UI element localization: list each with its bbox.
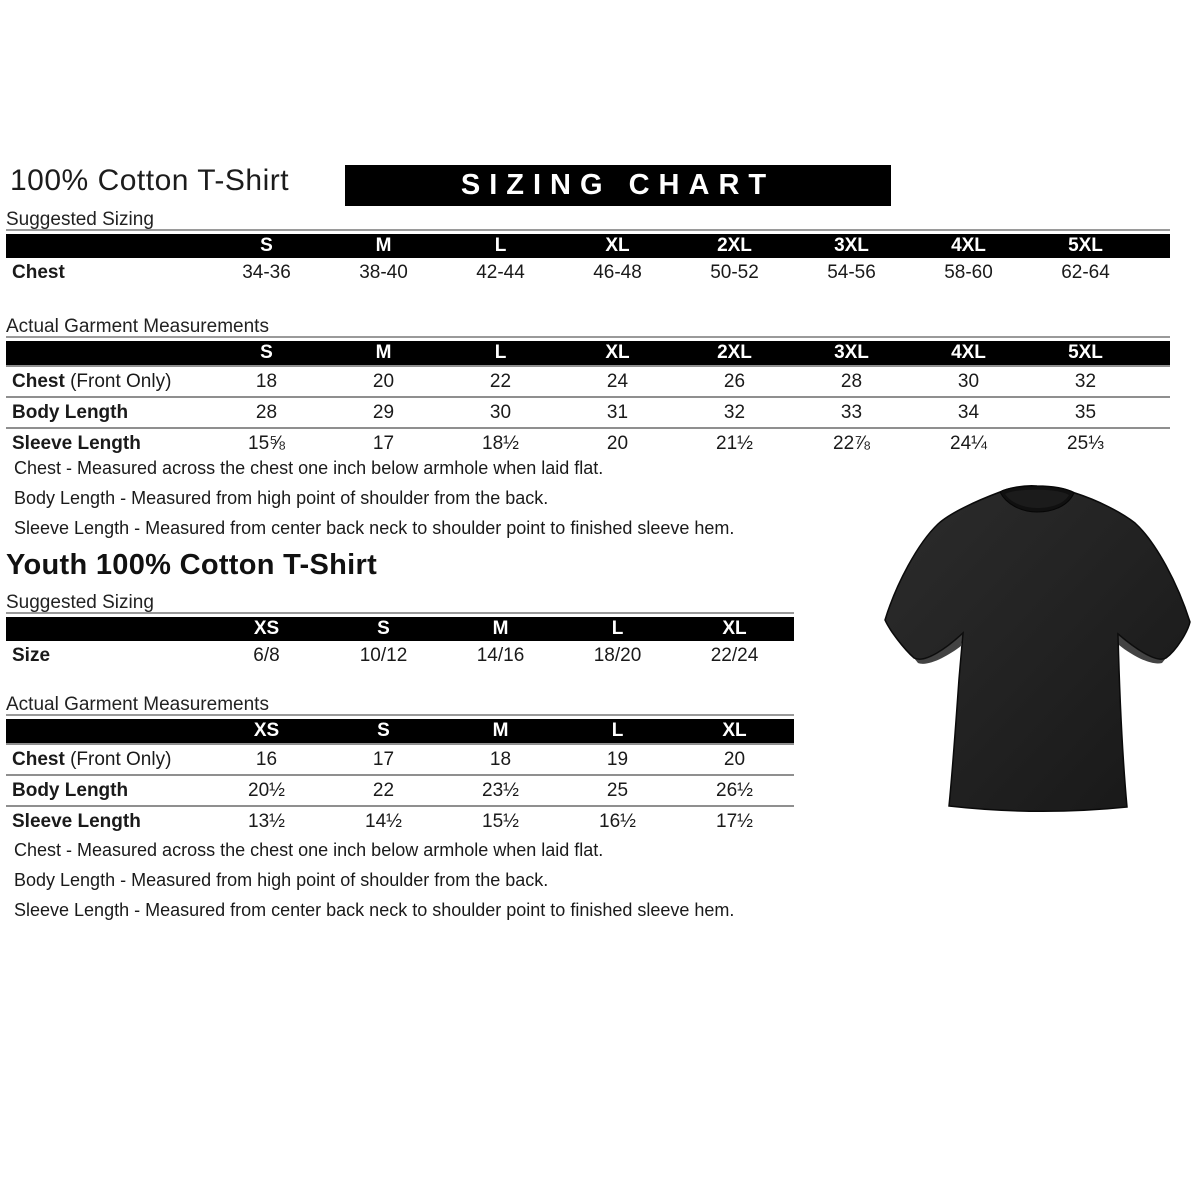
column-header-m: M <box>375 235 392 256</box>
table-row <box>6 258 1170 287</box>
column-header-l: L <box>494 235 507 256</box>
row-label: Chest (Front Only) <box>12 748 172 770</box>
cell-value: 14½ <box>365 810 402 832</box>
actual-measurements-label: Actual Garment Measurements <box>6 316 269 337</box>
cell-value: 21½ <box>716 432 753 454</box>
cell-value: 25⅓ <box>1067 432 1104 454</box>
cell-value: 10/12 <box>359 644 408 666</box>
column-header-xl: XL <box>605 342 630 363</box>
table-row <box>6 365 1170 396</box>
cell-value: 17½ <box>716 810 753 832</box>
table-row <box>6 774 794 805</box>
column-header-m: M <box>375 342 392 363</box>
column-header-s: S <box>260 235 273 256</box>
cell-value: 22 <box>372 779 395 801</box>
note-line: Body Length - Measured from high point of shoulder from the back. <box>14 488 549 508</box>
column-header-l: L <box>611 720 624 741</box>
table-row <box>6 427 1170 458</box>
note-line: Body Length - Measured from high point of shoulder from the back. <box>14 870 549 890</box>
cell-value: 6/8 <box>253 644 280 666</box>
cell-value: 20½ <box>248 779 285 801</box>
cell-value: 25 <box>606 779 629 801</box>
column-header-5xl: 5XL <box>1068 342 1103 363</box>
column-header-s: S <box>377 720 390 741</box>
cell-value: 22 <box>489 370 512 392</box>
column-header-s: S <box>377 618 390 639</box>
cell-value: 58-60 <box>944 261 993 283</box>
column-header-xl: XL <box>605 235 630 256</box>
cell-value: 14/16 <box>476 644 525 666</box>
column-header-2xl: 2XL <box>717 342 752 363</box>
table-row <box>6 805 794 836</box>
table-row <box>6 743 794 774</box>
tshirt-graphic <box>878 474 1196 818</box>
cell-value: 35 <box>1074 401 1097 423</box>
youth-measurement-notes <box>14 840 734 930</box>
column-header-l: L <box>494 342 507 363</box>
adult-suggested-sizing-table <box>6 229 1170 287</box>
cell-value: 19 <box>606 748 629 770</box>
sizing-chart-banner: SIZING CHART <box>345 165 891 206</box>
tshirt-body <box>885 486 1190 811</box>
column-header-4xl: 4XL <box>951 342 986 363</box>
youth-actual-measurements-table <box>6 714 794 836</box>
note-line: Chest - Measured across the chest one inch below armhole when laid flat. <box>14 840 604 860</box>
column-header-l: L <box>611 618 624 639</box>
measurement-notes <box>14 458 734 548</box>
page-title: 100% Cotton T-Shirt <box>10 164 290 197</box>
cell-value: 31 <box>606 401 629 423</box>
cell-value: 17 <box>372 748 395 770</box>
column-header-m: M <box>492 618 509 639</box>
cell-value: 34 <box>957 401 980 423</box>
cell-value: 30 <box>489 401 512 423</box>
cell-value: 32 <box>723 401 746 423</box>
table-header-row <box>6 617 794 641</box>
youth-suggested-sizing-table <box>6 612 794 670</box>
column-header-5xl: 5XL <box>1068 235 1103 256</box>
cell-value: 18 <box>489 748 512 770</box>
column-header-xs: XS <box>253 720 280 741</box>
cell-value: 28 <box>255 401 278 423</box>
column-header-3xl: 3XL <box>834 342 869 363</box>
cell-value: 20 <box>723 748 746 770</box>
cell-value: 18/20 <box>593 644 642 666</box>
cell-value: 15½ <box>482 810 519 832</box>
column-header-xs: XS <box>253 618 280 639</box>
youth-actual-measurements-label: Actual Garment Measurements <box>6 694 269 715</box>
table-header-row <box>6 234 1170 258</box>
column-header-3xl: 3XL <box>834 235 869 256</box>
cell-value: 22⅞ <box>833 432 870 454</box>
black-tshirt-photo <box>878 474 1196 818</box>
cell-value: 13½ <box>248 810 285 832</box>
row-label: Chest (Front Only) <box>12 370 172 392</box>
cell-value: 30 <box>957 370 980 392</box>
cell-value: 46-48 <box>593 261 642 283</box>
youth-section-title: Youth 100% Cotton T-Shirt <box>6 549 378 581</box>
cell-value: 18½ <box>482 432 519 454</box>
cell-value: 22/24 <box>710 644 759 666</box>
cell-value: 24 <box>606 370 629 392</box>
note-line: Sleeve Length - Measured from center back neck to shoulder point to finished sleeve hem. <box>14 518 735 538</box>
cell-value: 26½ <box>716 779 753 801</box>
adult-actual-measurements-table <box>6 336 1170 458</box>
cell-value: 42-44 <box>476 261 525 283</box>
row-label: Sleeve Length <box>12 432 141 454</box>
note-line: Chest - Measured across the chest one inch below armhole when laid flat. <box>14 458 604 478</box>
cell-value: 20 <box>606 432 629 454</box>
row-label: Size <box>12 644 51 666</box>
table-header-row <box>6 341 1170 365</box>
column-header-m: M <box>492 720 509 741</box>
cell-value: 28 <box>840 370 863 392</box>
cell-value: 24¼ <box>950 432 987 454</box>
cell-value: 20 <box>372 370 395 392</box>
table-row <box>6 396 1170 427</box>
cell-value: 50-52 <box>710 261 759 283</box>
cell-value: 32 <box>1074 370 1097 392</box>
note-line: Sleeve Length - Measured from center back neck to shoulder point to finished sleeve hem. <box>14 900 735 920</box>
column-header-xl: XL <box>722 618 747 639</box>
cell-value: 34-36 <box>242 261 291 283</box>
cell-value: 38-40 <box>359 261 408 283</box>
cell-value: 17 <box>372 432 395 454</box>
row-label: Sleeve Length <box>12 810 141 832</box>
column-header-xl: XL <box>722 720 747 741</box>
cell-value: 16½ <box>599 810 636 832</box>
row-label: Body Length <box>12 401 129 423</box>
column-header-2xl: 2XL <box>717 235 752 256</box>
cell-value: 15⅝ <box>248 432 285 454</box>
cell-value: 26 <box>723 370 746 392</box>
cell-value: 18 <box>255 370 278 392</box>
table-header-row <box>6 719 794 743</box>
row-label: Body Length <box>12 779 129 801</box>
column-header-s: S <box>260 342 273 363</box>
cell-value: 54-56 <box>827 261 876 283</box>
cell-value: 23½ <box>482 779 519 801</box>
youth-suggested-sizing-label: Suggested Sizing <box>6 592 154 613</box>
column-header-4xl: 4XL <box>951 235 986 256</box>
table-row <box>6 641 794 670</box>
row-label: Chest <box>12 261 65 283</box>
suggested-sizing-label: Suggested Sizing <box>6 209 154 230</box>
cell-value: 33 <box>840 401 863 423</box>
cell-value: 29 <box>372 401 395 423</box>
cell-value: 62-64 <box>1061 261 1110 283</box>
cell-value: 16 <box>255 748 278 770</box>
